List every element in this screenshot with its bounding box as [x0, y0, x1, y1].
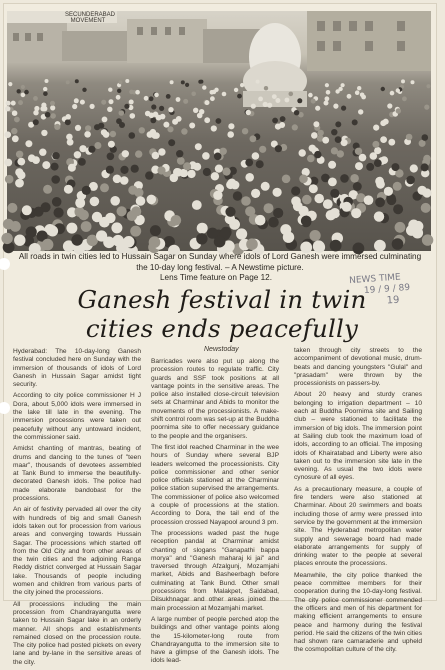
- banner-text: SECUNDERABAD MOVEMENT: [65, 12, 116, 24]
- column-3-paragraph: About 20 heavy and sturdy cranes belonging to irrigation department – 10 each at Buddha Poornima site and Sailing club – were stationed to facilitate the immersion of big idols. The immersion point at Sailing club took the maximum load of idols, according to an official. The imposing idols of Khairatabad and Liberty were also taken out to the immersion site late in the evening. As usual the two idols were cynosure of all eyes.: [294, 391, 422, 482]
- caption-line-1: All roads in twin cities led to Hussain Sagar on Sunday where idols of Lord Ganesh were immersed culminating: [18, 252, 422, 261]
- crowd-heads: [1, 79, 433, 257]
- handwritten-note-line-3: 19: [386, 294, 400, 307]
- column-2-paragraph: The processions waded past the huge reception pandal at Charminar amidst chanting of slogans "Ganapathi bappa morya" and "Ganesh maharaj ki jai" and traversed through Afzalgunj, Mozamjahi market, Abids and Basheerbagh before culminating at Tank Bund. Other small processions from Malakpet, Saidabad, Dilsukhnagar and other areas joined the main procession at Mozamjahi market.: [151, 529, 279, 612]
- handwritten-note-line-1: NEWS TIME: [348, 272, 401, 287]
- column-1-paragraph: An air of festivity pervaded all over the city with hundreds of big and small Ganesh idols taken out for procession from various areas and converging towards Hussain Sagar. The processions which started off from the Old City and from other areas of the twin cities and the adjoining Ranga Reddy district converged at Hussain Sagar lake. Thousands of people including women and children from various parts of the city joined the processions.: [13, 506, 141, 597]
- column-1-paragraph: All processions including the main procession from Chandrayangutta were taken to Hussain Sagar lake in an orderly manner. All shops and establishments remained closed on the procession route. The city police had posted pickets on every lane and by-lane in the sensitive areas of the city.: [13, 600, 141, 666]
- column-2-paragraph: Barricades were also put up along the procession routes to regulate traffic. City guards and SSF took positions at all vantage points in the sensitive areas. The police also installed close-circuit television sets at Charminar and Abids to monitor the movements of the processionists. A make-shift control room was set-up at the Buddha poornima site to offer necessary guidance to the people and the organisers.: [151, 358, 279, 440]
- headline: [12, 282, 432, 343]
- crowd-photo-drawing: [7, 11, 431, 251]
- column-3-paragraph: taken through city streets to the accompaniment of devotional music, drum-beats and dancing youngsters "Gulal" and "prasadam" were thrown by the processionists on passers-by.: [294, 347, 422, 388]
- byline: Newstoday: [204, 346, 239, 353]
- handwritten-note-line-2: 19 / 9 / 89: [363, 282, 411, 297]
- column-2-paragraph: The first idol reached Charminar in the wee hours of Sunday where several BJP leaders welcomed the processionists. City police commissioner and other senior police officials stationed at the Charminar police station supervised the arrangements. The commissioner of police also welcomed a couple of processions at the station. According to Dora, the tail end of the procession crossed Nayapool around 3 pm.: [151, 443, 279, 526]
- crowd-photo: [7, 11, 431, 251]
- headline-line-1: Ganesh festival in twin: [77, 285, 367, 314]
- article-column-1: [13, 348, 141, 670]
- punch-hole: [0, 258, 10, 270]
- column-3-paragraph: As a precautionary measure, a couple of fire tenders were also stationed at Charminar. About 20 swimmers and boats including those of army were pressed into service by the government at the immersion site. The Hyderabad metropolitan water supply and sewerage board had made elaborate arrangements for supply of drinking water to the people at several places enroute the processions.: [294, 485, 422, 568]
- punch-hole: [0, 402, 10, 414]
- column-1-paragraph: Hyderabad: The 10-day-long Ganesh festival concluded here on Sunday with the immersion of thousands of idols of Lord Ganesh in Hussain Sagar amidst tight security.: [13, 348, 141, 389]
- headline-line-2: cities ends peacefully: [85, 314, 359, 343]
- article-column-2: [151, 358, 279, 669]
- caption-line-3: Lens Time feature on Page 12.: [160, 273, 272, 282]
- newspaper-clipping: [4, 4, 436, 666]
- article-column-3: [294, 347, 422, 658]
- caption-line-2: the 10-day long festival. – A Newstime picture.: [136, 262, 304, 272]
- column-1-paragraph: Amidst chanting of mantras, beating of drums and dancing to the tunes of "teen maar", thousands of devotees assembled at Tank Bund to immerse the beautifully-decorated Ganesh idols. The police had made elaborate bandobast for the processions.: [13, 445, 141, 503]
- column-2-paragraph: A large number of people perched atop the buildings and other vantage points along the 15-kilometer-long route from Chandrayangutta to the immersion site to have a glimpse of the Ganesh idols. The idols lead-: [151, 615, 279, 665]
- column-1-paragraph: According to city police commissioner H J Dora, about 5,000 idols were immersed in the lake till late in the evening. The immersion processions were taken out peacefully without any untoward incident, the commissioner said.: [13, 392, 141, 441]
- column-3-paragraph: Meanwhile, the city police thanked the peace committee members for their cooperation during the 10-day-long festival. The city police commissioner commended the officers and men of his department for making efficient arrangements to ensure peace and harmony during the festival period. He said the citizens of the twin cities had shown rare camaraderie and upheld the cosmopolitan culture of the city.: [294, 571, 422, 654]
